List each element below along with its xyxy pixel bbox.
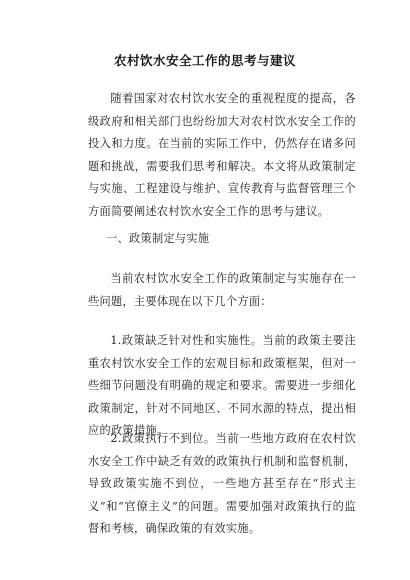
paragraph-text: 随着国家对农村饮水安全的重视程度的提高，各级政府和相关部门也纷纷加大对农村饮水安全工作的投入和力度。在当前的实际工作中，仍然存在诸多问题和挑战，需要我们思考和解决。本文将从政策制定与实施、工程建设与维护、宣传教育与监督管理三个方面简要阐述农村饮水安全工作的思考与建议。 — [88, 92, 356, 218]
section-heading — [106, 228, 356, 251]
point-1-paragraph — [88, 330, 356, 443]
point-2-paragraph — [88, 428, 356, 541]
paragraph-text: 2.政策执行不到位。当前一些地方政府在农村饮水安全工作中缺乏有效的政策执行机制和监督机制，导致政策实施不到位，一些地方甚至存在“形式主义”和“官僚主义”的问题。需要加强对政策执行的监督和考核，确保政策的有效实施。 — [88, 432, 356, 535]
paragraph-text: 1.政策缺乏针对性和实施性。当前的政策主要注重农村饮水安全工作的宏观目标和政策框架，但对一些细节问题没有明确的规定和要求。需要进一步细化政策制定，针对不同地区、不同水源的特点，提出相应的政策措施。 — [88, 334, 356, 437]
section-heading-text: 一、政策制定与实施 — [106, 232, 210, 245]
document-title: 农村饮水安全工作的思考与建议 — [113, 53, 296, 68]
paragraph-text: 当前农村饮水安全工作的政策制定与实施存在一些问题，主要体现在以下几个方面： — [88, 272, 356, 308]
section-intro-paragraph — [88, 268, 356, 313]
intro-paragraph — [88, 88, 356, 223]
